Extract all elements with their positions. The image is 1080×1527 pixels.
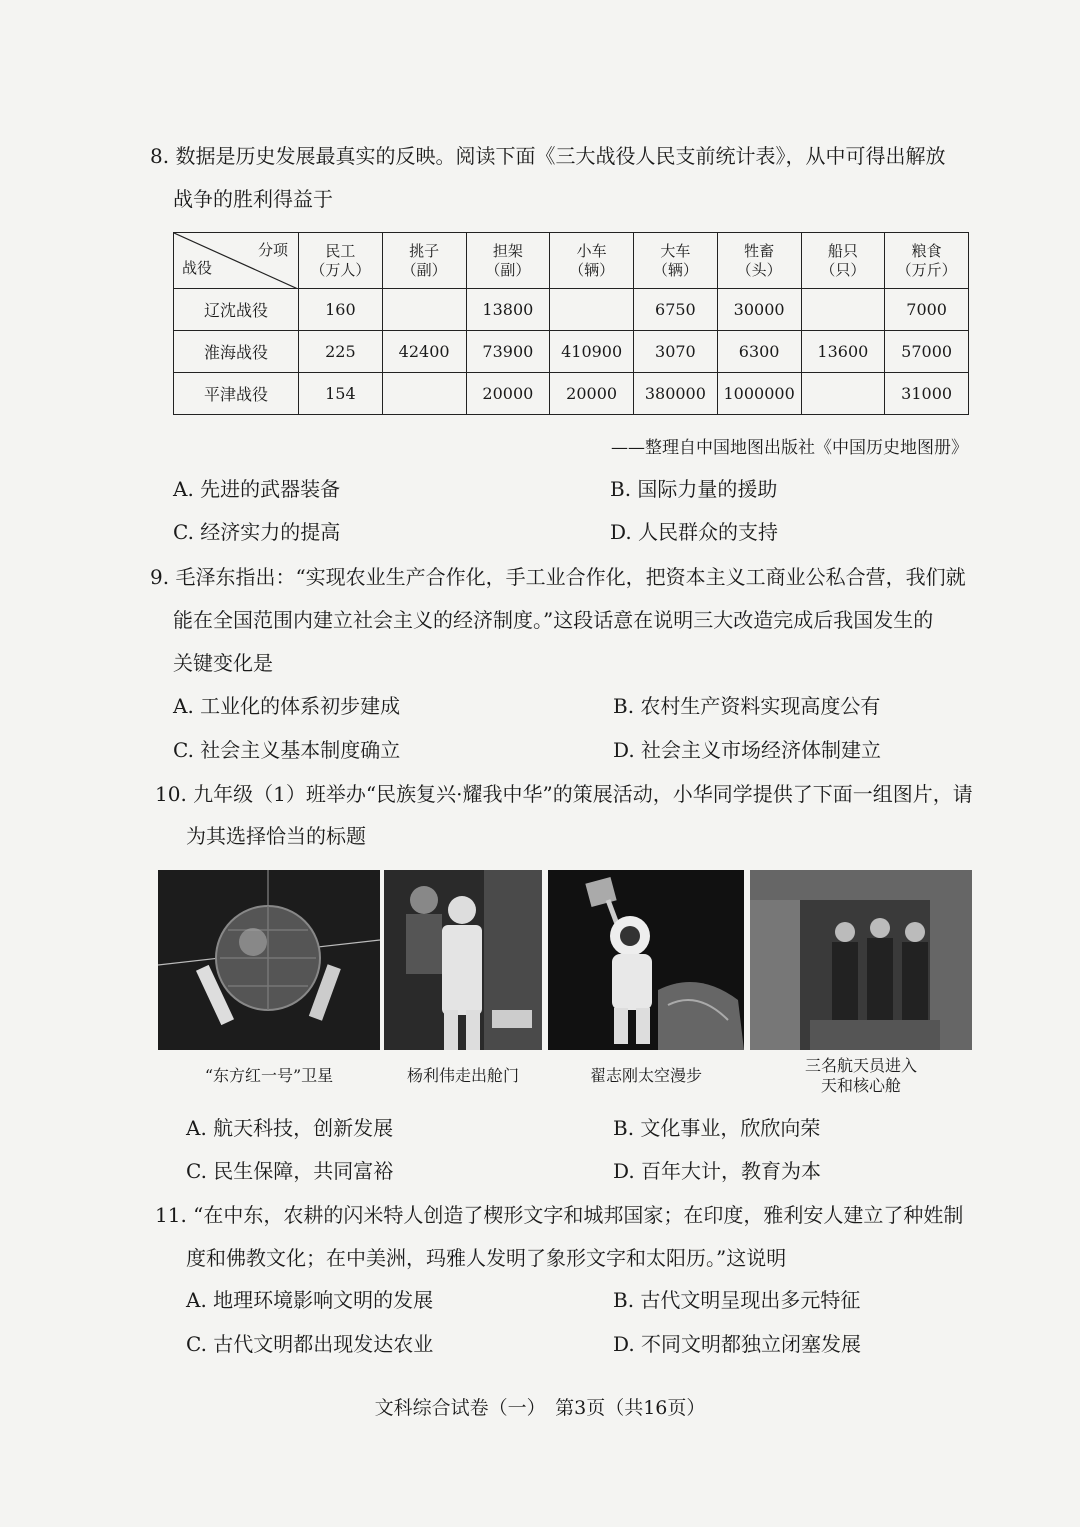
table-cell: 57000 [885,331,969,373]
table-cell [801,373,885,415]
caption-yang-liwei: 杨利伟走出舱门 [406,1066,519,1085]
header-carrying-poles: 挑子 （副） [382,233,466,289]
q9-option-d[interactable]: D. 社会主义市场经济体制建立 [613,738,882,762]
q8-option-a[interactable]: A. 先进的武器装备 [173,477,341,501]
table-cell: 154 [299,373,383,415]
table-corner-cell [174,233,299,289]
q9-option-c[interactable]: C. 社会主义基本制度确立 [173,738,401,762]
table-cell: 30000 [717,289,801,331]
table-cell: 6750 [634,289,718,331]
header-stretchers: 担架 （副） [466,233,550,289]
row-name: 淮海战役 [174,331,299,373]
page-footer: 文科综合试卷（一） 第3页（共16页） [374,1397,706,1419]
caption-zhai-zhigang: 翟志刚太空漫步 [589,1066,702,1085]
q8-stem-line-1: 8. 数据是历史发展最真实的反映。阅读下面《三大战役人民支前统计表》，从中可得出解放 [150,144,946,168]
table-cell: 3070 [634,331,718,373]
caption-tianhe-line-2: 天和核心舱 [820,1076,901,1095]
q10-stem-line-2: 为其选择恰当的标题 [186,824,366,848]
q8-option-d[interactable]: D. 人民群众的支持 [610,520,779,544]
table-cell [801,289,885,331]
table-row [174,373,969,415]
q8-option-b[interactable]: B. 国际力量的援助 [610,477,778,501]
q9-option-a[interactable]: A. 工业化的体系初步建成 [173,694,401,718]
table-cell: 73900 [466,331,550,373]
q11-option-a[interactable]: A. 地理环境影响文明的发展 [186,1288,434,1312]
q8-stem-line-2: 战争的胜利得益于 [173,187,333,211]
q10-option-b[interactable]: B. 文化事业，欣欣向荣 [613,1116,821,1140]
table-cell: 410900 [550,331,634,373]
table-cell: 42400 [382,331,466,373]
q10-option-c[interactable]: C. 民生保障，共同富裕 [186,1159,394,1183]
caption-satellite: “东方红一号”卫星 [204,1066,334,1085]
table-cell: 31000 [885,373,969,415]
tianhe-core-module-photo [750,870,972,1050]
table-cell [550,289,634,331]
table-cell: 13800 [466,289,550,331]
q11-stem-line-2: 度和佛教文化；在中美洲，玛雅人发明了象形文字和太阳历。”这说明 [186,1246,787,1270]
q10-option-a[interactable]: A. 航天科技，创新发展 [186,1116,394,1140]
table-cell: 20000 [550,373,634,415]
table-cell: 7000 [885,289,969,331]
table-cell: 225 [299,331,383,373]
table-cell: 6300 [717,331,801,373]
q11-option-b[interactable]: B. 古代文明呈现出多元特征 [613,1288,861,1312]
q11-option-d[interactable]: D. 不同文明都独立闭塞发展 [613,1332,862,1356]
header-grain: 粮食 （万斤） [885,233,969,289]
table-header-row [174,233,969,289]
q9-stem-line-3: 关键变化是 [173,651,273,675]
q11-option-c[interactable]: C. 古代文明都出现发达农业 [186,1332,434,1356]
q8-option-c[interactable]: C. 经济实力的提高 [173,520,341,544]
q9-stem-line-2: 能在全国范围内建立社会主义的经济制度。”这段话意在说明三大改造完成后我国发生的 [173,608,934,632]
support-statistics-table [173,232,969,415]
zhai-zhigang-spacewalk-photo [548,870,744,1050]
yang-liwei-photo [384,870,542,1050]
header-small-carts: 小车 （辆） [550,233,634,289]
caption-tianhe-line-1: 三名航天员进入 [804,1056,917,1075]
q9-option-b[interactable]: B. 农村生产资料实现高度公有 [613,694,881,718]
q11-stem-line-1: 11. “在中东，农耕的闪米特人创造了楔形文字和城邦国家；在印度，雅利安人建立了种姓制 [155,1203,964,1227]
table-row [174,331,969,373]
table-cell [382,289,466,331]
row-name: 平津战役 [174,373,299,415]
header-livestock: 牲畜 （头） [717,233,801,289]
table-row [174,289,969,331]
table-cell: 380000 [634,373,718,415]
corner-label-battles: 战役 [182,259,213,277]
table-cell: 1000000 [717,373,801,415]
table-source: ——整理自中国地图出版社《中国历史地图册》 [611,438,968,458]
header-boats: 船只 （只） [801,233,885,289]
table-cell: 13600 [801,331,885,373]
q10-option-d[interactable]: D. 百年大计，教育为本 [613,1159,822,1183]
table-cell: 160 [299,289,383,331]
satellite-photo [158,870,380,1050]
q9-stem-line-1: 9. 毛泽东指出：“实现农业生产合作化，手工业合作化，把资本主义工商业公私合营，我们就 [150,565,966,589]
table-cell: 20000 [466,373,550,415]
header-large-carts: 大车 （辆） [634,233,718,289]
corner-label-items: 分项 [257,241,288,259]
table-cell [382,373,466,415]
header-laborers: 民工 （万人） [299,233,383,289]
row-name: 辽沈战役 [174,289,299,331]
q10-stem-line-1: 10. 九年级（1）班举办“民族复兴·耀我中华”的策展活动，小华同学提供了下面一组图片，请 [155,782,973,806]
